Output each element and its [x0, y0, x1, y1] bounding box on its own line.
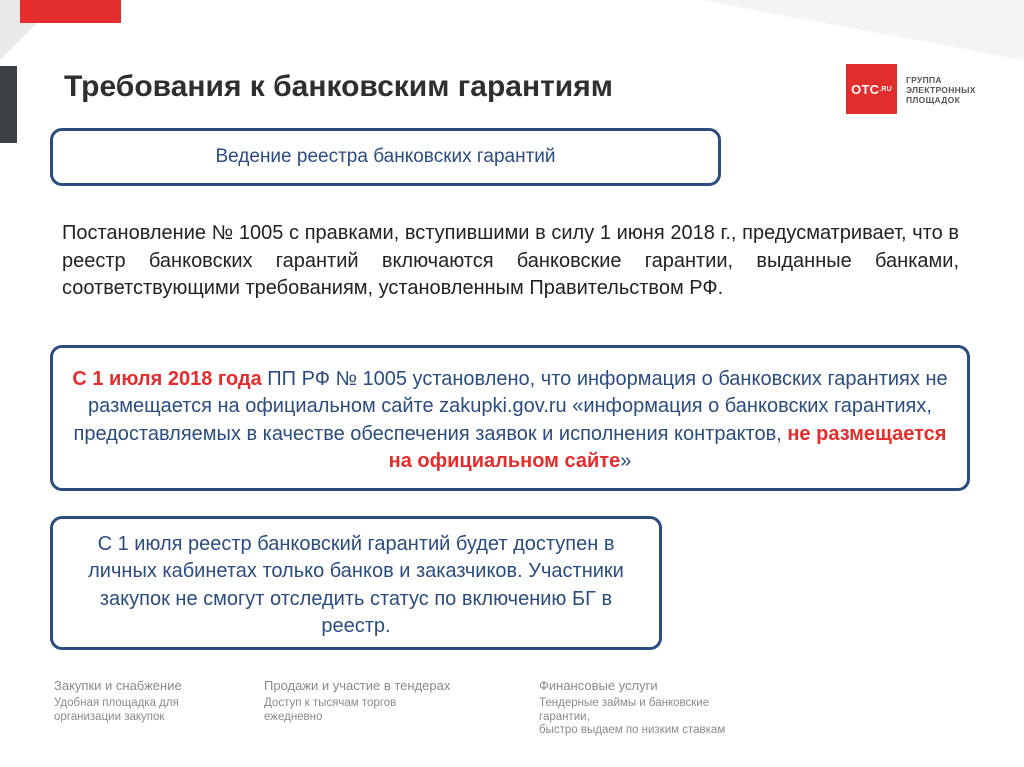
- logo-line-2: ЭЛЕКТРОННЫХ: [906, 85, 976, 95]
- footer-line: Доступ к тысячам торгов: [264, 697, 397, 709]
- footer-line: Удобная площадка для: [54, 697, 179, 709]
- note-box: [50, 516, 662, 650]
- logo-brand-suffix: .RU: [879, 85, 892, 93]
- info-text-end: »: [620, 450, 632, 473]
- page-title: Требования к банковским гарантиям: [64, 70, 613, 103]
- otc-logo: [846, 64, 976, 116]
- note-text: С 1 июля реестр банковский гарантий будет доступен в личных кабинетах только банков и заказчиков. Участники закупок не смогут отследить статус по включению БГ в реестр.: [88, 533, 624, 638]
- footer-title: Продажи и участие в тендерах: [264, 678, 451, 693]
- logo-text: [906, 75, 976, 105]
- footer-line: быстро выдаем по низким ставкам: [539, 724, 726, 736]
- footer-title: Закупки и снабжение: [54, 678, 182, 693]
- footer-column-finance: [539, 678, 725, 738]
- info-text: ПП РФ № 1005 установлено, что информация о банковских гарантиях не размещается на официальном сайте zakupki.gov.ru «информация о банковских гарантиях, предоставляемых в качестве обеспечения заявок и исполнения контрактов,: [73, 368, 948, 445]
- section-heading: Ведение реестра банковских гарантий: [215, 146, 556, 167]
- footer-line: организации закупок: [54, 710, 165, 723]
- top-accent-block: [20, 0, 121, 23]
- logo-mark: [846, 64, 897, 114]
- info-red-highlight: не размещается на официальном сайте: [388, 422, 947, 473]
- footer-column-procurement: [54, 678, 182, 724]
- footer-line: гарантии,: [539, 710, 590, 723]
- left-accent-bar: [0, 66, 17, 143]
- footer-column-sales: [264, 678, 450, 724]
- footer-title: Финансовые услуги: [539, 678, 658, 693]
- info-box: [50, 345, 970, 491]
- footer-line: ежедневно: [264, 710, 323, 723]
- resolution-paragraph: Постановление № 1005 с правками, вступившими в силу 1 июня 2018 г., предусматривает, что в реестр банковских гарантий включаются банковские гарантии, выданные банками, соответствующими требованиям, установленным Правительством РФ.: [62, 222, 959, 300]
- logo-line-3: ПЛОЩАДОК: [906, 95, 961, 105]
- corner-decoration: [0, 0, 1024, 60]
- info-date-highlight: С 1 июля 2018 года: [72, 368, 262, 390]
- footer-line: Тендерные займы и банковские: [539, 697, 710, 709]
- section-heading-box: [50, 128, 721, 186]
- logo-brand: ОТС: [851, 81, 880, 97]
- logo-line-1: ГРУППА: [906, 75, 942, 85]
